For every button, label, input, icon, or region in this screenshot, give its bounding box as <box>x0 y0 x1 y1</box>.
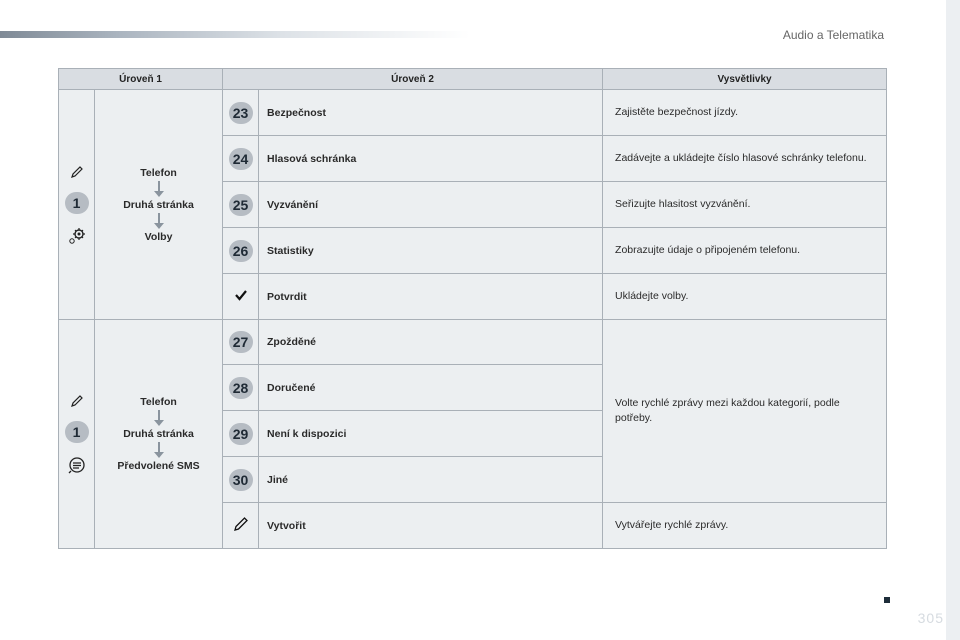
level1-icons-cell <box>59 90 95 320</box>
item-label: Zpožděné <box>259 320 603 365</box>
item-badge: 23 <box>229 102 253 124</box>
item-badge: 25 <box>229 194 253 216</box>
item-label: Statistiky <box>259 228 603 274</box>
arrow-down-icon <box>154 440 164 460</box>
level1-badge: 1 <box>65 192 89 214</box>
item-description: Ukládejte volby. <box>603 274 887 320</box>
arrow-down-icon <box>154 179 164 199</box>
settings-gear-icon <box>67 226 87 246</box>
pencil-icon <box>69 164 85 180</box>
header-level2: Úroveň 2 <box>223 69 603 90</box>
item-label: Není k dispozici <box>259 411 603 457</box>
item-description-shared: Volte rychlé zprávy mezi každou kategorií, podle potřeby. <box>603 320 887 503</box>
menu-path-cell <box>95 90 223 320</box>
item-label: Vyzvánění <box>259 182 603 228</box>
message-list-icon <box>67 455 87 475</box>
item-badge: 29 <box>229 423 253 445</box>
arrow-down-icon <box>154 211 164 231</box>
item-description: Seřizujte hlasitost vyzvánění. <box>603 182 887 228</box>
menu-table <box>58 68 887 549</box>
item-description: Zajistěte bezpečnost jízdy. <box>603 90 887 136</box>
pencil-icon <box>232 515 250 533</box>
checkmark-icon <box>234 288 248 302</box>
item-description: Zadávejte a ukládejte číslo hlasové schránky telefonu. <box>603 136 887 182</box>
header-level1: Úroveň 1 <box>59 69 223 90</box>
menu-path-telefon: Telefon <box>140 396 177 408</box>
item-badge: 26 <box>229 240 253 262</box>
arrow-down-icon <box>154 408 164 428</box>
right-edge-strip <box>946 0 960 640</box>
item-badge: 27 <box>229 331 253 353</box>
menu-path-second-page: Druhá stránka <box>123 198 194 211</box>
page-number: 305 <box>917 610 944 626</box>
item-description: Vytvářejte rychlé zprávy. <box>603 503 887 549</box>
item-label: Potvrdit <box>259 274 603 320</box>
item-description: Zobrazujte údaje o připojeném telefonu. <box>603 228 887 274</box>
item-label: Jiné <box>259 457 603 503</box>
section-title: Audio a Telematika <box>782 28 884 42</box>
footer-marker <box>884 597 890 603</box>
item-label: Doručené <box>259 365 603 411</box>
item-label: Bezpečnost <box>259 90 603 136</box>
menu-path-telefon: Telefon <box>140 166 177 179</box>
item-badge: 30 <box>229 469 253 491</box>
item-badge: 24 <box>229 148 253 170</box>
pencil-icon <box>69 393 85 409</box>
level1-badge: 1 <box>65 421 89 443</box>
menu-path-preset-sms: Předvolené SMS <box>117 460 200 472</box>
header-gradient-bar <box>0 31 470 38</box>
table-header-row <box>59 69 887 90</box>
header-explanations: Vysvětlivky <box>603 69 887 90</box>
item-label: Hlasová schránka <box>259 136 603 182</box>
table-row <box>59 90 887 136</box>
item-badge: 28 <box>229 377 253 399</box>
menu-path-cell <box>95 320 223 549</box>
item-label: Vytvořit <box>259 503 603 549</box>
menu-path-second-page: Druhá stránka <box>123 428 194 440</box>
level1-icons-cell <box>59 320 95 549</box>
table-row <box>59 320 887 365</box>
menu-path-options: Volby <box>144 230 173 243</box>
